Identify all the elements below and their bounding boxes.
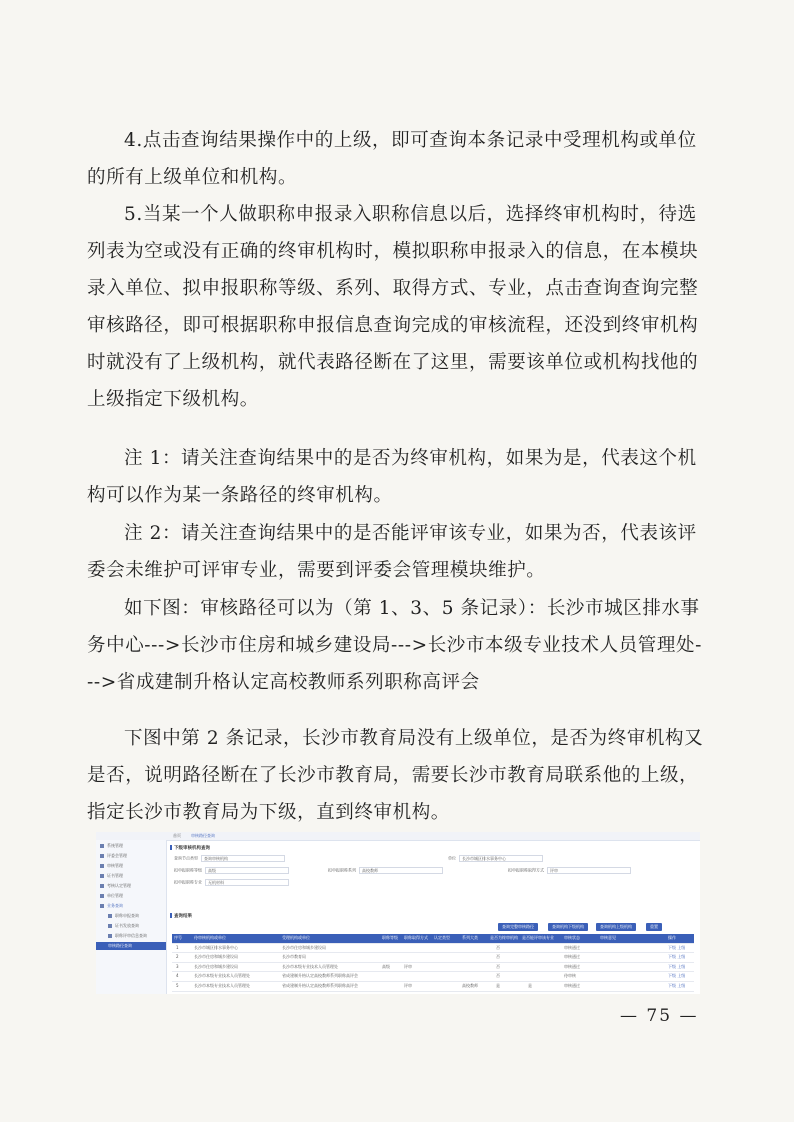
- cell-index: 4: [176, 973, 179, 979]
- note-2: 注 2：请关注查询结果中的是否能评审该专业，如果为否，代表该评委会未维护可评审专业，需要到评委会管理模块维护。: [87, 523, 697, 581]
- cell-index: 3: [176, 963, 179, 969]
- row-actions[interactable]: 下级 上级: [668, 944, 686, 950]
- table-header: [172, 934, 694, 944]
- sidebar-item-unit[interactable]: 单位管理: [100, 892, 162, 900]
- sidebar-subitem-audit-path[interactable]: 审核路径查询: [96, 942, 166, 950]
- sidebar-item-system[interactable]: 系统管理: [100, 842, 162, 850]
- menu-icon: [108, 914, 112, 918]
- cell-status: 审核通过: [564, 944, 580, 950]
- cell-pending-unit: 长沙市本级专业技术人员管理处: [194, 982, 250, 988]
- column-header: 是否能评审该专业: [522, 935, 554, 940]
- table-row[interactable]: [172, 972, 694, 982]
- table-row[interactable]: [172, 963, 694, 973]
- cell-method: 评审: [404, 982, 412, 988]
- field-series[interactable]: 拟申报职称系列 高校教师: [328, 867, 443, 873]
- cell-final: 是: [496, 982, 500, 988]
- query-upper-button[interactable]: 查询机构上级机构: [596, 923, 636, 931]
- field-method[interactable]: 拟申报职称取得方式 评审: [508, 867, 631, 873]
- page-number: — 75 —: [620, 1006, 699, 1026]
- cell-pending-unit: 长沙市住房和城乡建设局: [194, 954, 238, 960]
- figure-intro: 如下图：审核路径可以为（第 1、3、5 条记录）：长沙市城区排水事务中心--->长沙市住房和城乡建设局--->长沙市本级专业技术人员管理处--->省成建制升格认定高校教师系列职称高评会: [87, 598, 702, 693]
- column-header: 认定类型: [434, 935, 450, 940]
- cell-accepting-unit: 长沙市教育局: [282, 954, 306, 960]
- cell-index: 1: [176, 944, 179, 950]
- row-actions[interactable]: 下级 上级: [668, 963, 686, 969]
- tab-home[interactable]: 首页: [173, 833, 181, 838]
- tab-audit-path[interactable]: 审核路径查询: [191, 833, 215, 838]
- column-header: 受理机构或单位: [282, 935, 310, 940]
- row-actions[interactable]: 下级 上级: [668, 973, 686, 979]
- form-title: 下级审核机构查询: [174, 846, 210, 851]
- field-level[interactable]: 拟申报职称等级 高级: [174, 867, 289, 873]
- cell-final: 否: [496, 963, 500, 969]
- column-header: 职称等级: [382, 935, 398, 940]
- tab-bar: [96, 832, 700, 841]
- cell-series: 高校教师: [462, 982, 478, 988]
- cell-final: 否: [496, 973, 500, 979]
- field-major[interactable]: 拟申报职称专业 无机材料: [174, 879, 289, 885]
- column-header: 系列大类: [462, 935, 478, 940]
- field-node-type[interactable]: 查询节点类型 查询审核机构: [174, 855, 285, 861]
- menu-icon: [100, 844, 104, 848]
- menu-icon: [100, 854, 104, 858]
- cell-major: 是: [528, 982, 532, 988]
- cell-final: 否: [496, 954, 500, 960]
- column-header: 操作: [668, 935, 676, 940]
- reset-button[interactable]: 重置: [646, 923, 662, 931]
- full-path-button[interactable]: 查询完整审核路径: [498, 923, 538, 931]
- table-row[interactable]: [172, 953, 694, 963]
- sidebar-subitem-cert-issue[interactable]: 证书发放查询: [108, 922, 170, 930]
- column-header: 审核状态: [564, 935, 580, 940]
- cell-status: 审核通过: [564, 963, 580, 969]
- field-unit[interactable]: 单位 长沙市城区排水事务中心: [448, 855, 543, 861]
- cell-accepting-unit: 长沙市本级专业技术人员管理处: [282, 963, 338, 969]
- sidebar-item-certificate[interactable]: 证书管理: [100, 872, 162, 880]
- table-row[interactable]: [172, 944, 694, 954]
- paragraph-4: 4.点击查询结果操作中的上级，即可查询本条记录中受理机构或单位的所有上级单位和机构。: [87, 130, 697, 188]
- menu-icon: [100, 894, 104, 898]
- cell-index: 5: [176, 982, 179, 988]
- embedded-screenshot: [96, 832, 700, 994]
- cell-status: 审核通过: [564, 954, 580, 960]
- column-header: 职称取得方式: [404, 935, 428, 940]
- sidebar-item-audit[interactable]: 审核管理: [100, 862, 162, 870]
- cell-level: 高级: [382, 963, 390, 969]
- row-actions[interactable]: 下级 上级: [668, 982, 686, 988]
- menu-icon: [100, 864, 104, 868]
- column-header: 是否为终审机构: [490, 935, 518, 940]
- sidebar-subitem-application[interactable]: 职称申报查询: [108, 912, 170, 920]
- row-actions[interactable]: 下级 上级: [668, 954, 686, 960]
- sidebar: [96, 840, 167, 994]
- result-title: 查询结果: [174, 914, 192, 919]
- sidebar-item-committee[interactable]: 评委会管理: [100, 852, 162, 860]
- note-1: 注 1：请关注查询结果中的是否为终审机构，如果为是，代表这个机构可以作为某一条路径的终审机构。: [87, 448, 697, 506]
- sidebar-subitem-review-info[interactable]: 职称评审信息查询: [108, 932, 170, 940]
- sidebar-item-assessment[interactable]: 考核认定管理: [100, 882, 162, 890]
- cell-status: 审核通过: [564, 982, 580, 988]
- column-header: 待审核机构或单位: [194, 935, 226, 940]
- cell-index: 2: [176, 954, 179, 960]
- main-panel: [168, 841, 698, 993]
- result-table: [172, 934, 694, 992]
- column-header: 审核意见: [600, 935, 616, 940]
- cell-final: 否: [496, 944, 500, 950]
- menu-icon: [100, 874, 104, 878]
- menu-icon: [100, 884, 104, 888]
- cell-status: 待审核: [564, 973, 576, 979]
- menu-icon: [100, 904, 104, 908]
- sidebar-item-query[interactable]: 业务查询: [100, 902, 162, 910]
- cell-accepting-unit: 长沙市住房和城乡建设局: [282, 944, 326, 950]
- paragraph-5: 5.当某一个人做职称申报录入职称信息以后，选择终审机构时，待选列表为空或没有正确的终审机构时，模拟职称申报录入的信息，在本模块录入单位、拟申报职称等级、系列、取得方式、专业，点击查询查询完整审核路径，即可根据职称申报信息查询完成的审核流程，还没到终审机构时就没有了上级机构，就代表路径断在了这里，需要该单位或机构找他的上级指定下级机构。: [87, 204, 699, 410]
- cell-pending-unit: 长沙市住房和城乡建设局: [194, 963, 238, 969]
- cell-accepting-unit: 省成建制升格认定高校教师系列职称高评会: [282, 982, 358, 988]
- record-2-explanation: 下图中第 2 条记录，长沙市教育局没有上级单位，是否为终审机构又是否，说明路径断在了长沙市教育局，需要长沙市教育局联系他的上级，指定长沙市教育局为下级，直到终审机构。: [87, 728, 704, 823]
- menu-icon: [108, 934, 112, 938]
- menu-icon: [108, 924, 112, 928]
- cell-pending-unit: 长沙市本级专业技术人员管理处: [194, 973, 250, 979]
- cell-method: 评审: [404, 963, 412, 969]
- cell-pending-unit: 长沙市城区排水事务中心: [194, 944, 238, 950]
- query-lower-button[interactable]: 查询机构下级机构: [548, 923, 588, 931]
- cell-accepting-unit: 省成建制升格认定高校教师系列职称高评会: [282, 973, 358, 979]
- table-row[interactable]: [172, 982, 694, 992]
- column-header: 序号: [174, 935, 182, 940]
